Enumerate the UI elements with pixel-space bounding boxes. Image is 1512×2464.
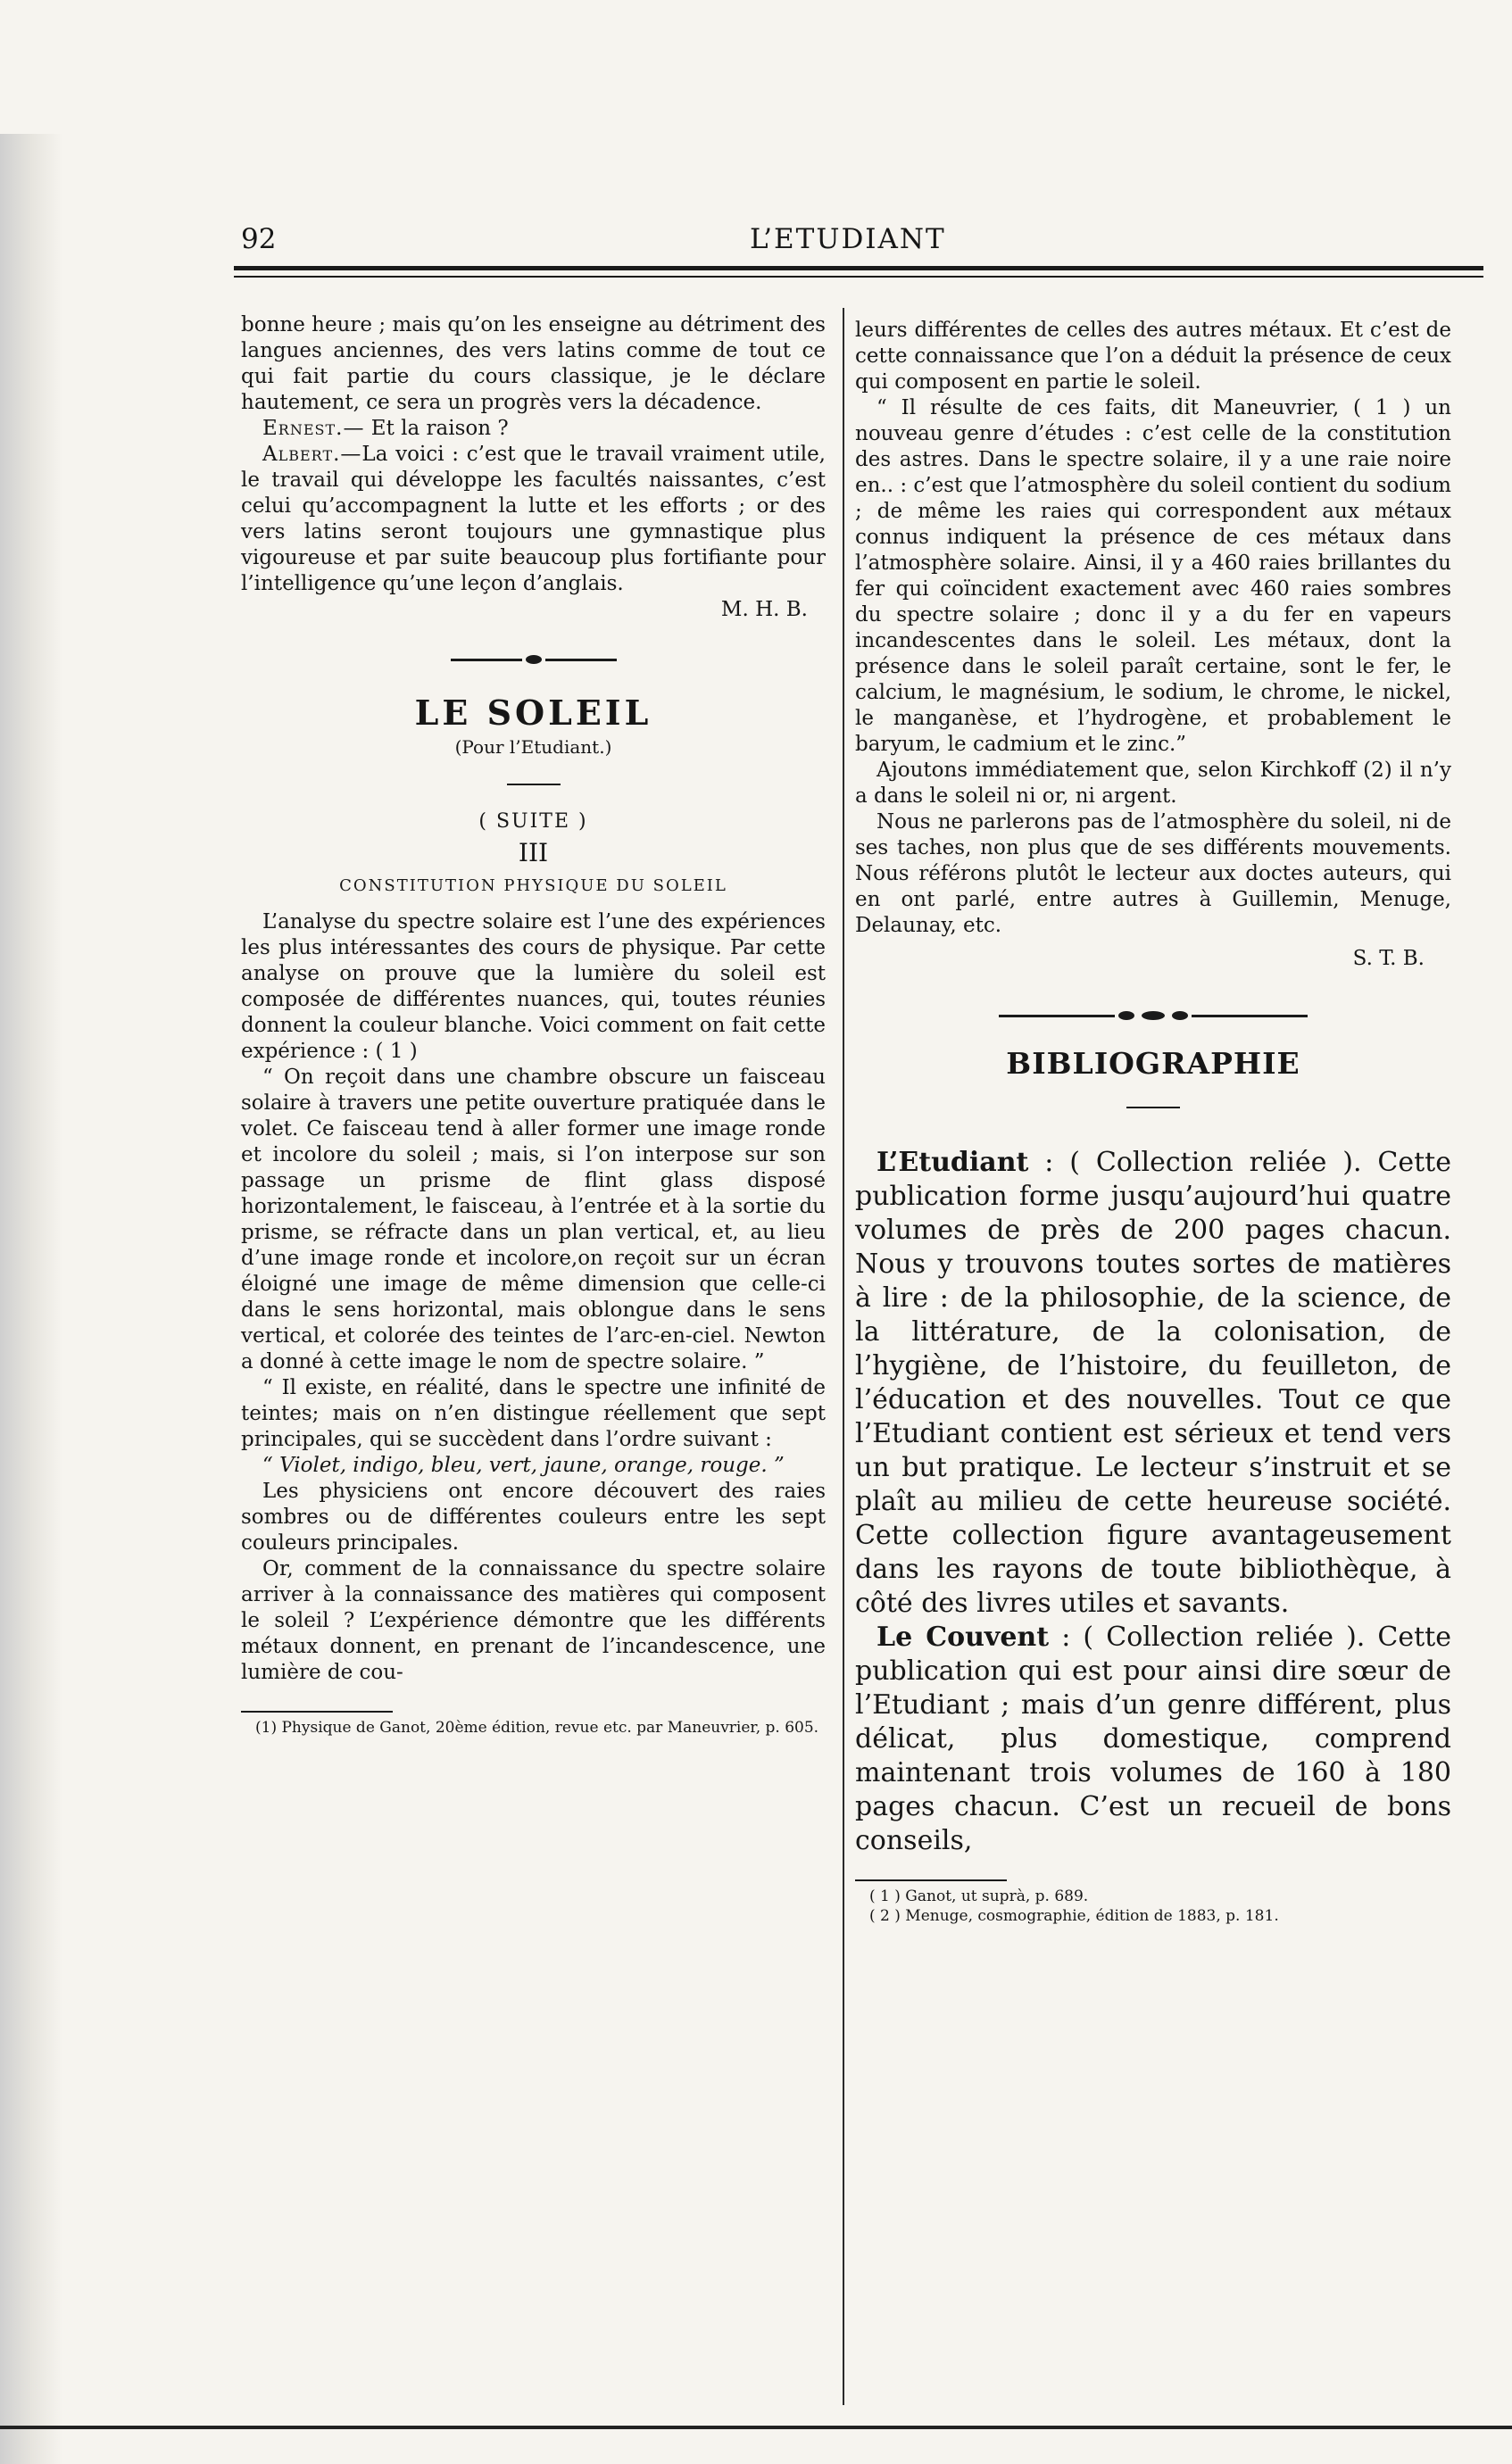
page-number: 92 [241,223,277,255]
body-paragraph: Nous ne parlerons pas de l’atmosphère du soleil, ni de ses taches, non plus que de ses différents mouvements. Nous référons plutôt le lecteur aux doctes auteurs, qui en ont parlé, entre autres à Guillemin, Menuge, Delaunay, etc. [855,810,1451,937]
author-signature: M. H. B. [720,598,808,621]
quote-paragraph: “ Il résulte de ces faits, dit Maneuvrier, ( 1 ) un nouveau genre d’études : c’est celle de la constitution des astres. Dans le spectre solaire, il y a une raie noire en.. : c’est que l’atmosphère du soleil contient du sodium ; de même les raies qui correspondent aux métaux connus indiquent la présence de ces métaux dans l’atmosphère solaire. Ainsi, il y a 460 raies brillantes du fer qui coïncident exactement avec 460 raies sombres du spectre solaire ; donc il y a du fer en vapeurs incandescentes dans le soleil. Les métaux, dont la présence dans le soleil paraît certaine, sont le fer, le calcium, le magnésium, le sodium, le chrome, le nickel, le manganèse, et l’hydrogène, et probablement le baryum, le cadmium et le zinc.” [855,396,1451,756]
bibliography-title: BIBLIOGRAPHIE [1006,1046,1300,1081]
running-title: L’ETUDIANT [750,223,946,255]
colour-list: “ Violet, indigo, bleu, vert, jaune, orange, rouge. ” [262,1454,785,1477]
body-paragraph: Les physiciens ont encore découvert des raies sombres ou de différentes couleurs entre les sept couleurs principales. [241,1480,826,1555]
entry-title: L’Etudiant [876,1147,1029,1178]
section-ornament [241,655,826,664]
quote-paragraph: “ Il existe, en réalité, dans le spectre une infinité de teintes; mais on n’en distingue réellement que sept principales, qui se succèdent dans l’ordre suivant : [241,1376,826,1451]
dialogue-text: Et la raison ? [364,417,509,440]
body-paragraph: leurs différentes de celles des autres métaux. Et c’est de cette connaissance que l’on a déduit la présence de ceux qui composent en partie le soleil. [855,319,1451,394]
dialogue-line-albert [241,442,826,597]
body-paragraph: L’analyse du spectre solaire est l’une des expériences les plus intéressantes des cours de physique. Par cette analyse on prouve que la lumière du soleil est composée de différentes nuances, qui, toutes réunies donnent la couleur blanche. Voici comment on fait cette expérience : ( 1 ) [241,910,826,1063]
short-rule [1126,1107,1180,1108]
section-heading: CONSTITUTION PHYSIQUE DU SOLEIL [339,876,727,895]
ornament-mark [526,655,542,664]
footnote-rule [241,1711,393,1713]
body-paragraph: Or, comment de la connaissance du spectre solaire arriver à la connaissance des matières qui composent le soleil ? L’expérience démontre que les différents métaux donnent, en prenant de l’incandescence, une lumière de cou- [241,1557,826,1684]
short-rule [507,784,561,785]
left-column [241,312,826,1738]
header-rule-thin [234,276,1483,278]
running-header [241,223,1473,268]
footnote-rule [855,1879,1007,1881]
bibliography-entry [855,1146,1451,1621]
article-title: LE SOLEIL [414,693,652,733]
bibliography-entry [855,1621,1451,1858]
page-gutter-edge [0,134,62,2464]
speaker-name: Albert.— [262,443,362,466]
page-bottom-edge [0,2426,1512,2429]
entry-text: : ( Collection reliée ). Cette publication forme jusqu’aujourd’hui quatre volumes de près de 200 pages chacun. Nous y trouvons toutes sortes de matières à lire : de la philosophie, de la science, de la littérature, de la colonisation, de l’hygiène, de l’histoire, du feuilleton, de l’éducation et des nouvelles. Tout ce que l’Etudiant contient est sérieux et tend vers un but pratique. Le lecteur s’instruit et se plaît au milieu de cette heureuse société. Cette collection figure avantageusement dans les rayons de toute bibliothèque, à côté des livres utiles et savants. [855,1147,1451,1619]
entry-title: Le Couvent [876,1622,1050,1653]
footnote: (1) Physique de Ganot, 20ème édition, revue etc. par Maneuvrier, p. 605. [255,1719,819,1737]
right-column [855,318,1451,1926]
section-number: III [518,838,549,867]
ornament-mark [1142,1011,1165,1020]
dialogue-line-ernest [241,416,826,442]
article-byline: (Pour l’Etudiant.) [454,736,612,758]
speaker-name: Ernest.— [262,417,365,440]
ornament-mark [1172,1011,1188,1020]
quote-paragraph: “ On reçoit dans une chambre obscure un faisceau solaire à travers une petite ouverture pratiquée dans le volet. Ce faisceau tend à aller former une image ronde et incolore du soleil ; mais, si l’on interpose sur son passage un prisme de flint glass disposé horizontalement, le faisceau, à l’entrée et à la sortie du prisme, se réfracte dans un plan vertical, et, au lieu d’une image ronde et incolore,on reçoit sur un écran éloigné une image de même dimension que celle-ci dans le sens horizontal, mais oblongue dans le sens vertical, et colorée des teintes de l’arc-en-ciel. Newton a donné à cette image le nom de spectre solaire. ” [241,1066,826,1373]
dialogue-text: La voici : c’est que le travail vraiment utile, le travail qui développe les facultés naissantes, c’est celui qu’accompagnent la lutte et les efforts ; or des vers latins seront toujours une gymnastique plus vigoureuse et par suite beaucoup plus fortifiante pour l’intelligence qu’une leçon d’anglais. [241,443,826,595]
header-rule-thick [234,266,1483,270]
column-divider [843,308,844,2405]
author-signature: S. T. B. [1352,947,1425,970]
suite-label: ( SUITE ) [478,810,588,833]
body-paragraph: Ajoutons immédiatement que, selon Kirchkoff (2) il n’y a dans le soleil ni or, ni argent. [855,759,1451,808]
footnote: ( 2 ) Menuge, cosmographie, édition de 1883, p. 181. [869,1907,1279,1925]
footnote: ( 1 ) Ganot, ut suprà, p. 689. [869,1887,1089,1905]
entry-text: : ( Collection reliée ). Cette publication qui est pour ainsi dire sœur de l’Etudiant ; mais d’un genre différent, plus délicat, plus domestique, comprend maintenant trois volumes de 160 à 180 pages chacun. C’est un recueil de bons conseils, [855,1622,1451,1856]
section-ornament [855,1011,1451,1020]
body-paragraph: bonne heure ; mais qu’on les enseigne au détriment des langues anciennes, des vers latins comme de tout ce qui fait partie du cours classique, je le déclare hautement, ce sera un progrès vers la décadence. [241,313,826,414]
ornament-mark [1118,1011,1134,1020]
